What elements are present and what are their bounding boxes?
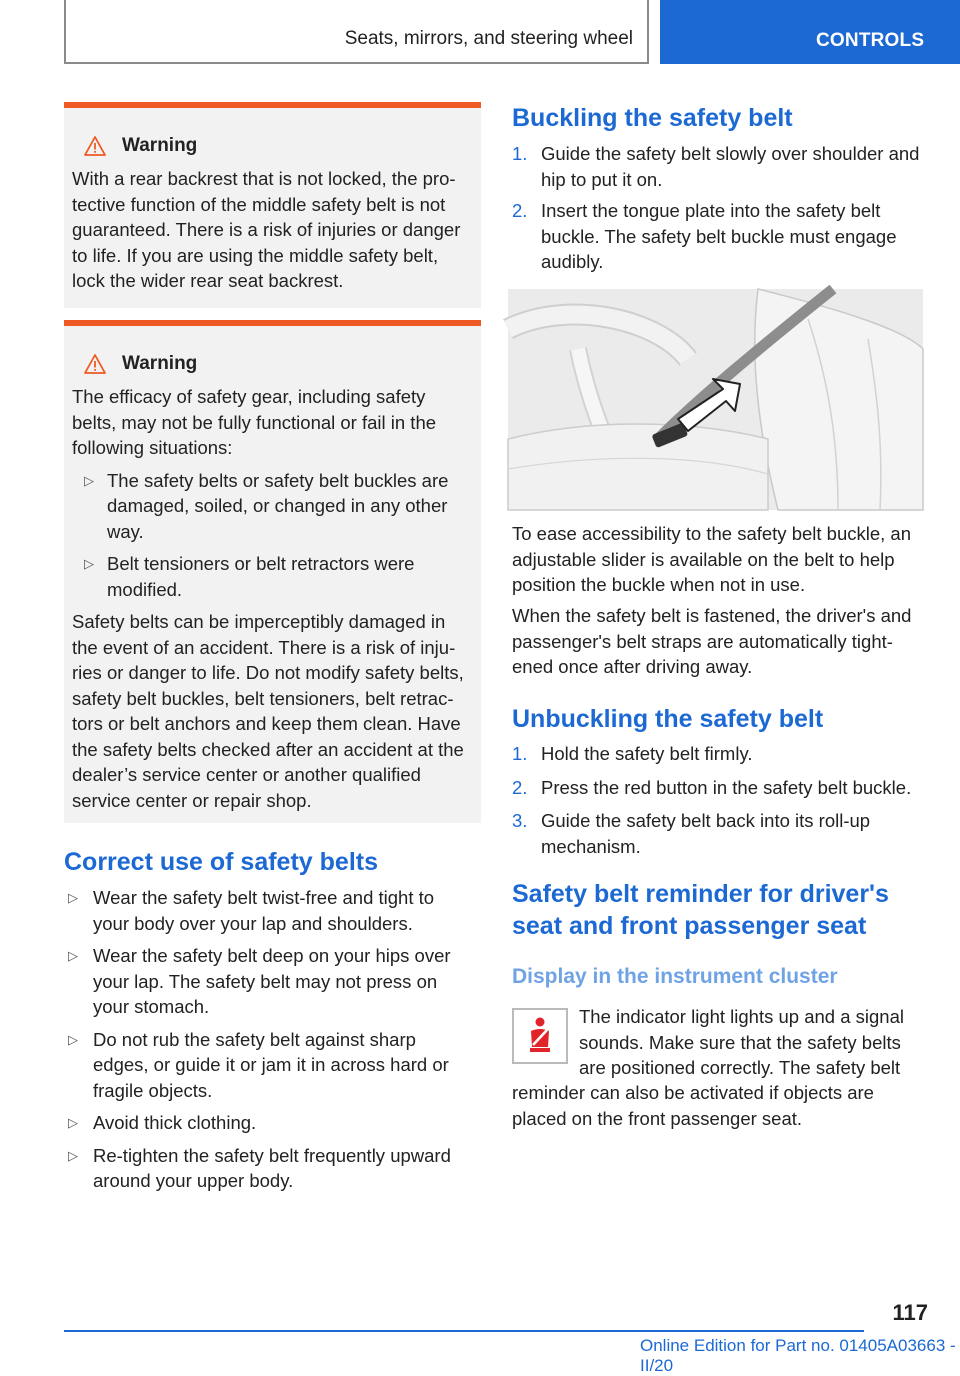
seatbelt-reminder-icon-box (512, 1008, 568, 1064)
list-item: ▷ Do not rub the safety belt against sharp edges, or guide it or jam it in across hard or fragile objects. (68, 1028, 449, 1101)
list-item: 1. Guide the safety belt slowly over shoulder and hip to put it on. (512, 143, 920, 190)
section-heading-buckling: Buckling the safety belt (512, 104, 793, 132)
warning-box-2 (64, 320, 481, 823)
bullet-triangle-icon: ▷ (68, 890, 78, 905)
warning-icon (84, 136, 106, 156)
list-item: ▷ The safety belts or safety belt buckles are damaged, soiled, or changed in any other way. (84, 469, 449, 542)
buckling-steps (512, 141, 930, 275)
list-item: 1. Hold the safety belt firmly. (512, 743, 753, 764)
buckling-para-1: To ease accessibility to the safety belt buckle, an adjustable slider is available on the belt to help position the buckle when not in use. (512, 523, 911, 595)
footer-divider (64, 1330, 864, 1332)
list-item: ▷ Wear the safety belt deep on your hips over your lap. The safety belt may not press on your stomach. (68, 945, 451, 1017)
list-item: 3. Guide the safety belt back into its roll-up mechanism. (512, 810, 871, 857)
bullet-triangle-icon: ▷ (68, 1115, 78, 1130)
list-item: ▷ Avoid thick clothing. (64, 1110, 474, 1136)
seat-belt-buckle-illustration (508, 289, 923, 510)
warning-box-1 (64, 102, 481, 308)
reminder-text-below: reminder can also be activated if objects are placed on the front passenger seat. (512, 1082, 874, 1129)
seatbelt-icon (518, 1014, 562, 1058)
page-number: 117 (892, 1300, 928, 1325)
correct-use-list (64, 885, 474, 1194)
list-item: ▷ Wear the safety belt twist-free and tight to your body over your lap and shoulders. (68, 887, 435, 934)
warning-title: Warning (72, 352, 473, 376)
header-chapter-title: CONTROLS (816, 30, 925, 51)
section-heading-reminder: Safety belt reminder for driver's seat and front passenger seat (512, 880, 889, 940)
bullet-triangle-icon: ▷ (68, 948, 78, 963)
buckling-para-2: When the safety belt is fastened, the driver's and passenger's belt straps are automatically tight‐ened once after driving away. (512, 605, 912, 677)
list-item: ▷ Re-tighten the safety belt frequently upward around your upper body. (68, 1144, 451, 1191)
warning-icon (84, 354, 106, 374)
header-chapter (660, 0, 960, 64)
header-section (64, 0, 649, 64)
subheading-display: Display in the instrument cluster (512, 965, 838, 988)
footer-edition: Online Edition for Part no. 01405A03663 - II/20 (640, 1336, 956, 1375)
bullet-triangle-icon: ▷ (84, 472, 94, 488)
header-section-title: Seats, mirrors, and steering wheel (344, 28, 633, 49)
bullet-triangle-icon: ▷ (84, 556, 94, 571)
section-heading-unbuckling: Unbuckling the safety belt (512, 705, 824, 733)
list-item: 2. Press the red button in the safety belt buckle. (512, 776, 912, 798)
warning-intro: The efficacy of safety gear, including safety belts, may not be fully functional or fail in the following situations: (72, 386, 437, 458)
warning-text: With a rear backrest that is not locked, the pro‐tective function of the middle safety belt is not guaranteed. There is a risk of injuries or danger to life. If you are using the middle safety belt, lock the wider rear seat backrest. (72, 168, 461, 291)
unbuckling-steps (512, 741, 930, 859)
warning-list (72, 468, 473, 603)
section-heading-correct-use: Correct use of safety belts (64, 848, 378, 876)
bullet-triangle-icon: ▷ (68, 1031, 78, 1047)
warning-title: Warning (72, 134, 473, 158)
bullet-triangle-icon: ▷ (68, 1147, 78, 1163)
list-item: ▷ Belt tensioners or belt retractors were modified. (84, 553, 415, 600)
reminder-text-beside: The indicator light lights up and a signal sounds. Make sure that the safety belts are positioned correctly. The safety belt (579, 1006, 904, 1078)
list-item: 2. Insert the tongue plate into the safety belt buckle. The safety belt buckle must engage audibly. (512, 200, 897, 272)
warning-outro: Safety belts can be imperceptibly damaged in the event of an accident. There is a risk of inju‐ries or danger to life. Do not modify safety belts, safety belt buckles, belt tensioners, belt retrac‐tors or belt anchors and keep them clean. Have the safety belts checked after an accident at the dealer’s service center or another qualified service center or repair shop. (72, 611, 464, 811)
